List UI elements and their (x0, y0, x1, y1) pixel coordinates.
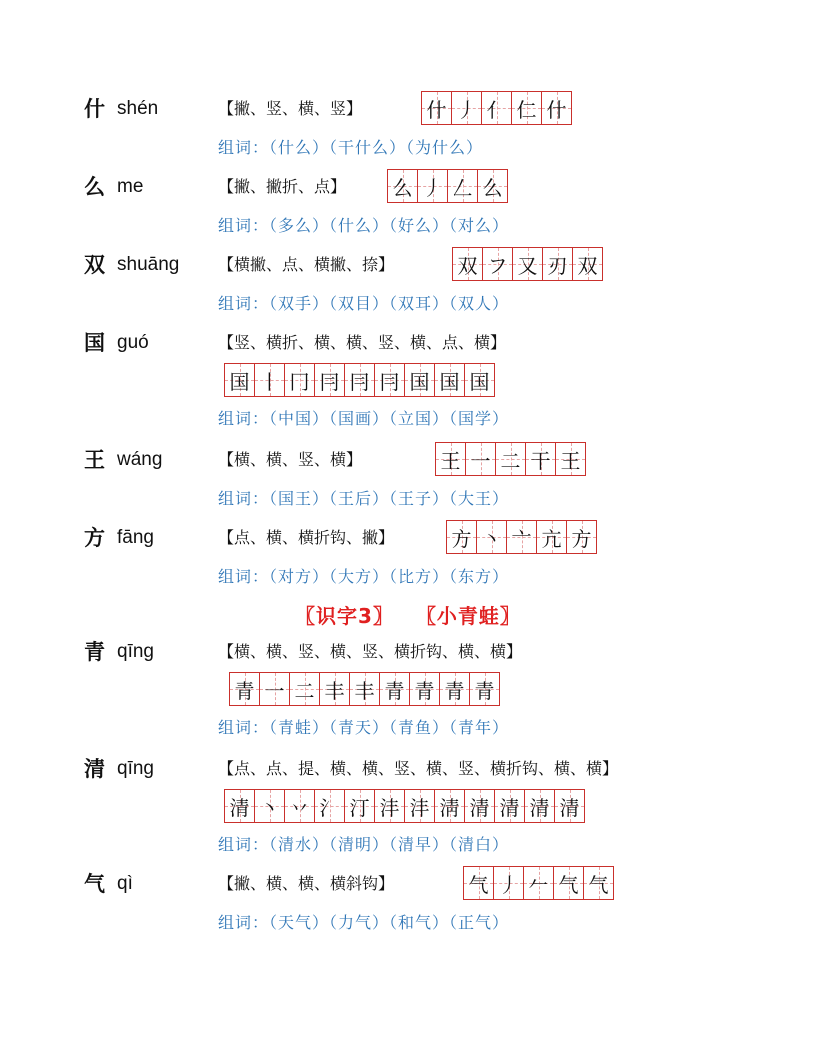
stroke-cell: 丰 (320, 673, 350, 705)
pinyin: me (117, 176, 144, 197)
stroke-grid (446, 520, 597, 554)
stroke-cell: 王 (556, 443, 585, 475)
entry-wang (0, 448, 816, 508)
stroke-grid (435, 442, 586, 476)
pinyin: wáng (117, 449, 163, 470)
stroke-list: 【竖、横折、横、横、竖、横、点、横】 (218, 333, 507, 352)
section-name: 〖小青蛙〗 (415, 604, 521, 628)
stroke-cell: 丿 (418, 170, 448, 202)
stroke-cell: 亠 (507, 521, 537, 553)
stroke-cell: 汀 (345, 790, 375, 822)
stroke-cell: 丶 (477, 521, 507, 553)
stroke-grid (387, 169, 508, 203)
pinyin: qīng (117, 641, 154, 662)
stroke-cell: 国 (405, 364, 435, 396)
word-examples: 组词：（天气）（力气）（和气）（正气） (218, 913, 510, 932)
head-char: 青 (84, 640, 105, 664)
word-examples: 组词：（中国）（国画）（立国）（国学） (218, 409, 510, 428)
stroke-cell: 又 (513, 248, 543, 280)
stroke-cell: 气 (554, 867, 584, 899)
head-char: 气 (84, 872, 105, 896)
stroke-list: 【横撇、点、横撇、捺】 (218, 255, 395, 274)
stroke-cell: 国 (465, 364, 494, 396)
stroke-cell: 青 (440, 673, 470, 705)
head-char: 清 (84, 757, 105, 781)
stroke-list: 【撇、撇折、点】 (218, 177, 347, 196)
stroke-cell: 沣 (405, 790, 435, 822)
stroke-list: 【横、横、竖、横、竖、横折钩、横、横】 (218, 642, 523, 661)
stroke-cell: 亢 (537, 521, 567, 553)
entry-qing-clear (0, 757, 816, 854)
stroke-cell: 国 (225, 364, 255, 396)
stroke-cell: 青 (380, 673, 410, 705)
stroke-cell: 方 (567, 521, 596, 553)
stroke-cell: 丨 (255, 364, 285, 396)
pinyin: guó (117, 332, 149, 353)
entry-guo (0, 331, 816, 428)
entry-shen (0, 97, 816, 157)
entry-shuang (0, 253, 816, 313)
head-char: 方 (84, 526, 105, 550)
stroke-cell: 青 (230, 673, 260, 705)
entry-me (0, 175, 816, 235)
stroke-cell: 丶 (255, 790, 285, 822)
stroke-cell: 𠃋 (448, 170, 478, 202)
stroke-list: 【点、点、提、横、横、竖、横、竖、横折钩、横、横】 (218, 759, 619, 778)
head-char: 王 (84, 448, 105, 472)
stroke-cell: 丰 (350, 673, 380, 705)
word-examples: 组词：（什么）（干什么）（为什么） (218, 138, 484, 157)
stroke-cell: 国 (435, 364, 465, 396)
stroke-cell: 亻 (482, 92, 512, 124)
section-title (0, 600, 816, 629)
stroke-cell: 刃 (543, 248, 573, 280)
stroke-cell: 么 (478, 170, 507, 202)
stroke-cell: 清 (555, 790, 584, 822)
stroke-cell: 清 (495, 790, 525, 822)
stroke-grid (463, 866, 614, 900)
stroke-cell: 二 (290, 673, 320, 705)
stroke-list: 【点、横、横折钩、撇】 (218, 528, 395, 547)
stroke-list: 【撇、竖、横、竖】 (218, 99, 363, 118)
stroke-cell: 一 (260, 673, 290, 705)
stroke-cell: 仁 (512, 92, 542, 124)
stroke-list: 【撇、横、横、横斜钩】 (218, 874, 395, 893)
stroke-cell: 氵 (315, 790, 345, 822)
word-examples: 组词：（双手）（双目）（双耳）（双人） (218, 294, 510, 313)
stroke-cell: 什 (542, 92, 571, 124)
stroke-cell: 冃 (345, 364, 375, 396)
word-examples: 组词：（多么）（什么）（好么）（对么） (218, 216, 510, 235)
stroke-grid (229, 672, 500, 706)
stroke-cell: 气 (584, 867, 613, 899)
stroke-cell: 丿 (494, 867, 524, 899)
entry-fang (0, 526, 816, 586)
stroke-grid (452, 247, 603, 281)
stroke-cell: 气 (464, 867, 494, 899)
stroke-cell: 丷 (285, 790, 315, 822)
head-char: 什 (84, 97, 105, 121)
pinyin: shuāng (117, 254, 180, 275)
stroke-cell: 方 (447, 521, 477, 553)
stroke-cell: フ (483, 248, 513, 280)
stroke-cell: 青 (410, 673, 440, 705)
stroke-cell: 么 (388, 170, 418, 202)
stroke-cell: 丿 (452, 92, 482, 124)
stroke-cell: 干 (526, 443, 556, 475)
word-examples: 组词：（青蛙）（青天）（青鱼）（青年） (218, 718, 510, 737)
entry-qi (0, 872, 816, 932)
stroke-cell: 王 (436, 443, 466, 475)
head-char: 国 (84, 331, 105, 355)
stroke-cell: 淸 (435, 790, 465, 822)
entry-qing (0, 640, 816, 737)
word-examples: 组词：（对方）（大方）（比方）（东方） (218, 567, 510, 586)
stroke-cell: 青 (470, 673, 499, 705)
stroke-cell: 清 (465, 790, 495, 822)
stroke-cell: 清 (525, 790, 555, 822)
stroke-cell: 𠂉 (524, 867, 554, 899)
section-lesson: 〖识字3〗 (295, 604, 394, 628)
stroke-cell: 什 (422, 92, 452, 124)
stroke-cell: 双 (573, 248, 602, 280)
stroke-cell: 双 (453, 248, 483, 280)
stroke-grid (224, 363, 495, 397)
stroke-cell: 冂 (285, 364, 315, 396)
head-char: 么 (84, 175, 105, 199)
stroke-cell: 冃 (315, 364, 345, 396)
stroke-grid (421, 91, 572, 125)
pinyin: fāng (117, 527, 154, 548)
stroke-cell: 一 (466, 443, 496, 475)
stroke-grid (224, 789, 585, 823)
pinyin: shén (117, 98, 159, 119)
stroke-list: 【横、横、竖、横】 (218, 450, 363, 469)
head-char: 双 (84, 253, 105, 277)
word-examples: 组词：（清水）（清明）（清早）（清白） (218, 835, 510, 854)
pinyin: qīng (117, 758, 154, 779)
stroke-cell: 清 (225, 790, 255, 822)
stroke-cell: 冃 (375, 364, 405, 396)
word-examples: 组词：（国王）（王后）（王子）（大王） (218, 489, 510, 508)
pinyin: qì (117, 873, 133, 894)
stroke-cell: 二 (496, 443, 526, 475)
stroke-cell: 沣 (375, 790, 405, 822)
